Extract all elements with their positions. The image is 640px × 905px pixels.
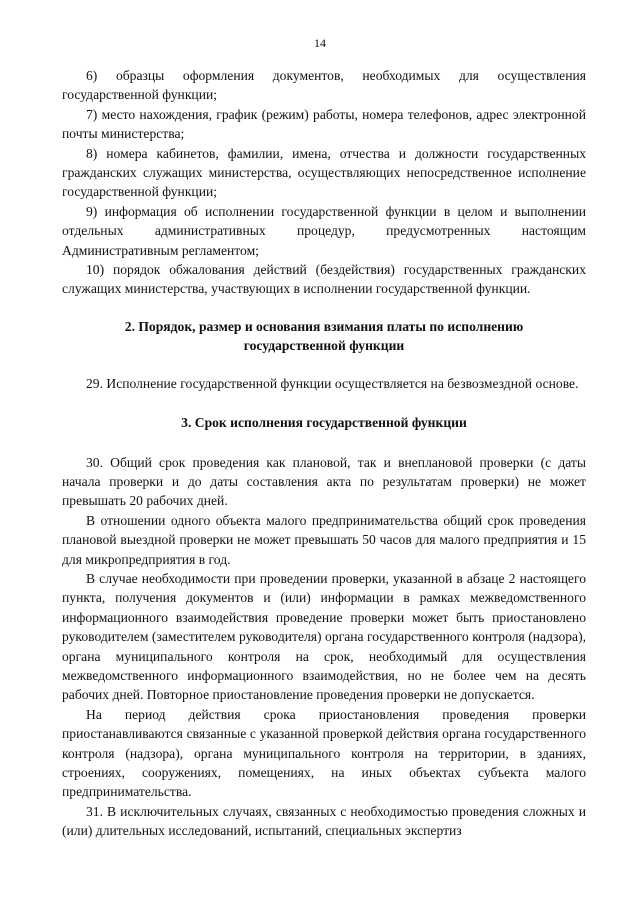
list-item: 7) место нахождения, график (режим) работы, номера телефонов, адрес электронной почты министерства;	[62, 106, 586, 142]
section-heading	[62, 317, 586, 356]
section-heading: 3. Срок исполнения государственной функции	[181, 415, 467, 431]
paragraph: 29. Исполнение государственной функции осуществляется на безвозмездной основе.	[86, 375, 579, 391]
paragraph: В отношении одного объекта малого предпринимательства общий срок проведения плановой выездной проверки не может превышать 50 часов для малого предприятия и 15 для микропредприятия в год.	[62, 512, 586, 567]
document-body	[62, 66, 586, 841]
spacer	[62, 299, 586, 317]
paragraph: В случае необходимости при проведении проверки, указанной в абзаце 2 настоящего пункта, получения документов и (или) информации в рамках межведомственного информационного взаимодействия проведение проверки может быть приостановлено руководителем (заместителем руководителя) органа государственного контроля (надзора), органа муниципального контроля на срок, необходимый для осуществления межведомственного информационного взаимодействия, но не более чем на десять рабочих дней. Повторное приостановление проведения проверки не допускается.	[62, 570, 586, 703]
section-heading-line: 2. Порядок, размер и основания взимания платы по исполнению	[124, 318, 524, 334]
section-heading-line: государственной функции	[243, 338, 405, 354]
spacer	[62, 393, 586, 413]
list-item: 9) информация об исполнении государственной функции в целом и выполнении отдельных административных процедур, предусмотренных настоящим Административным регламентом;	[62, 203, 586, 258]
list-item: 8) номера кабинетов, фамилии, имена, отчества и должности государственных гражданских служащих министерства, осуществляющих непосредственное исполнение государственной функции;	[62, 145, 586, 200]
page-number: 14	[314, 36, 326, 50]
paragraph: На период действия срока приостановления проведения проверки приостанавливаются связанные с указанной проверкой действия органа государственного контроля (надзора), органа муниципального контроля на территории, в зданиях, строениях, сооружениях, помещениях, на иных объектах субъекта малого предпринимательства.	[62, 706, 586, 800]
paragraph: 30. Общий срок проведения как плановой, так и внеплановой проверки (с даты начала проверки и до даты составления акта по результатам проверки) не может превышать 20 рабочих дней.	[62, 454, 586, 509]
list-item: 6) образцы оформления документов, необходимых для осуществления государственной функции;	[62, 68, 586, 103]
list-item: 10) порядок обжалования действий (бездействия) государственных гражданских служащих министерства, участвующих в исполнении государственной функции.	[62, 262, 586, 297]
paragraph: 31. В исключительных случаях, связанных с необходимостью проведения сложных и (или) длительных исследований, испытаний, специальных экспертиз	[62, 803, 586, 839]
spacer	[62, 433, 586, 453]
spacer	[62, 356, 586, 374]
